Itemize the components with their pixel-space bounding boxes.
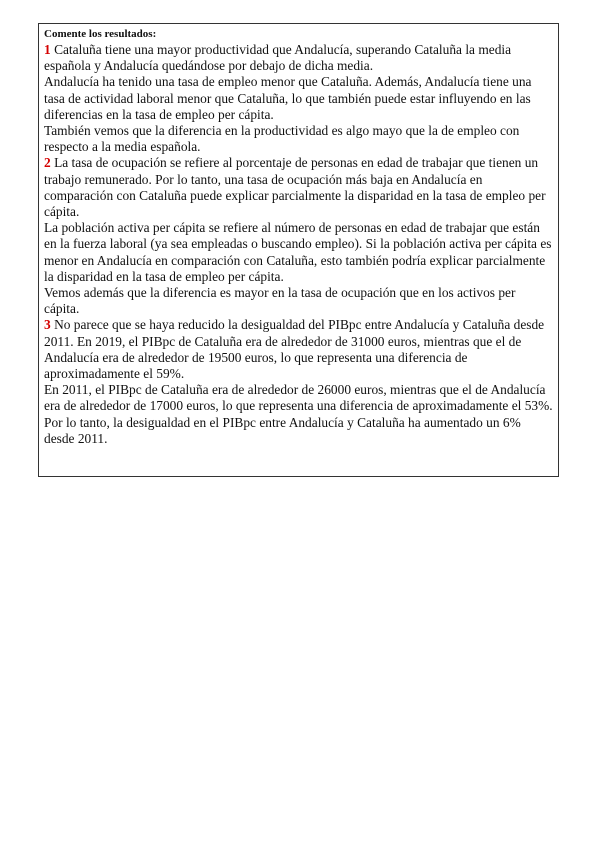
section-2-paragraph-1: 2 La tasa de ocupación se refiere al porcentaje de personas en edad de trabajar que tienen un trabajo remunerado. Por lo tanto, una tasa de ocupación más baja en Andalucía en comparación con Cataluña puede explicar parcialmente la disparidad en la tasa de empleo per cápita. — [44, 155, 546, 220]
section-1-number: 1 — [44, 42, 51, 57]
section-1-paragraph-3: También vemos que la diferencia en la productividad es algo mayo que la de empleo con respecto a la media española. — [44, 123, 520, 155]
section-2-paragraph-3: Vemos además que la diferencia es mayor en la tasa de ocupación que en los activos per cápita. — [44, 285, 516, 317]
section-1-paragraph-2: Andalucía ha tenido una tasa de empleo menor que Cataluña. Además, Andalucía tiene una tasa de actividad laboral menor que Cataluña, lo que también puede estar influyendo en las diferencias en la tasa de empleo per cápita. — [44, 74, 532, 122]
section-2-paragraph-2: La población activa per cápita se refiere al número de personas en edad de trabajar que están en la fuerza laboral (ya sea empleadas o buscando empleo). Si la población activa per cápita es menor en Andalucía en comparación con Cataluña, esto también podría explicar parcialmente la disparidad en la tasa de empleo per cápita. — [44, 220, 552, 284]
section-heading: Comente los resultados: — [44, 28, 157, 40]
section-3-paragraph-3: Por lo tanto, la desigualdad en el PIBpc entre Andalucía y Cataluña ha aumentado un 6% desde 2011. — [44, 414, 521, 446]
section-3-paragraph-1: 3 No parece que se haya reducido la desigualdad del PIBpc entre Andalucía y Cataluña desde 2011. En 2019, el PIBpc de Cataluña era de alrededor de 31000 euros, mientras que el de Andalucía era de alrededor de 19500 euros, lo que representa una diferencia de aproximadamente el 59%. — [44, 317, 545, 382]
section-2-number: 2 — [44, 155, 51, 171]
answer-box — [38, 23, 559, 477]
section-3-number: 3 — [44, 317, 51, 333]
section-1-paragraph-1: 1 Cataluña tiene una mayor productividad que Andalucía, superando Cataluña la media española y Andalucía quedándose por debajo de dicha media. — [44, 42, 512, 74]
section-3-paragraph-2: En 2011, el PIBpc de Cataluña era de alrededor de 26000 euros, mientras que el de Andalucía era de alrededor de 17000 euros, lo que representa una diferencia de aproximadamente el 53%. — [44, 382, 553, 414]
